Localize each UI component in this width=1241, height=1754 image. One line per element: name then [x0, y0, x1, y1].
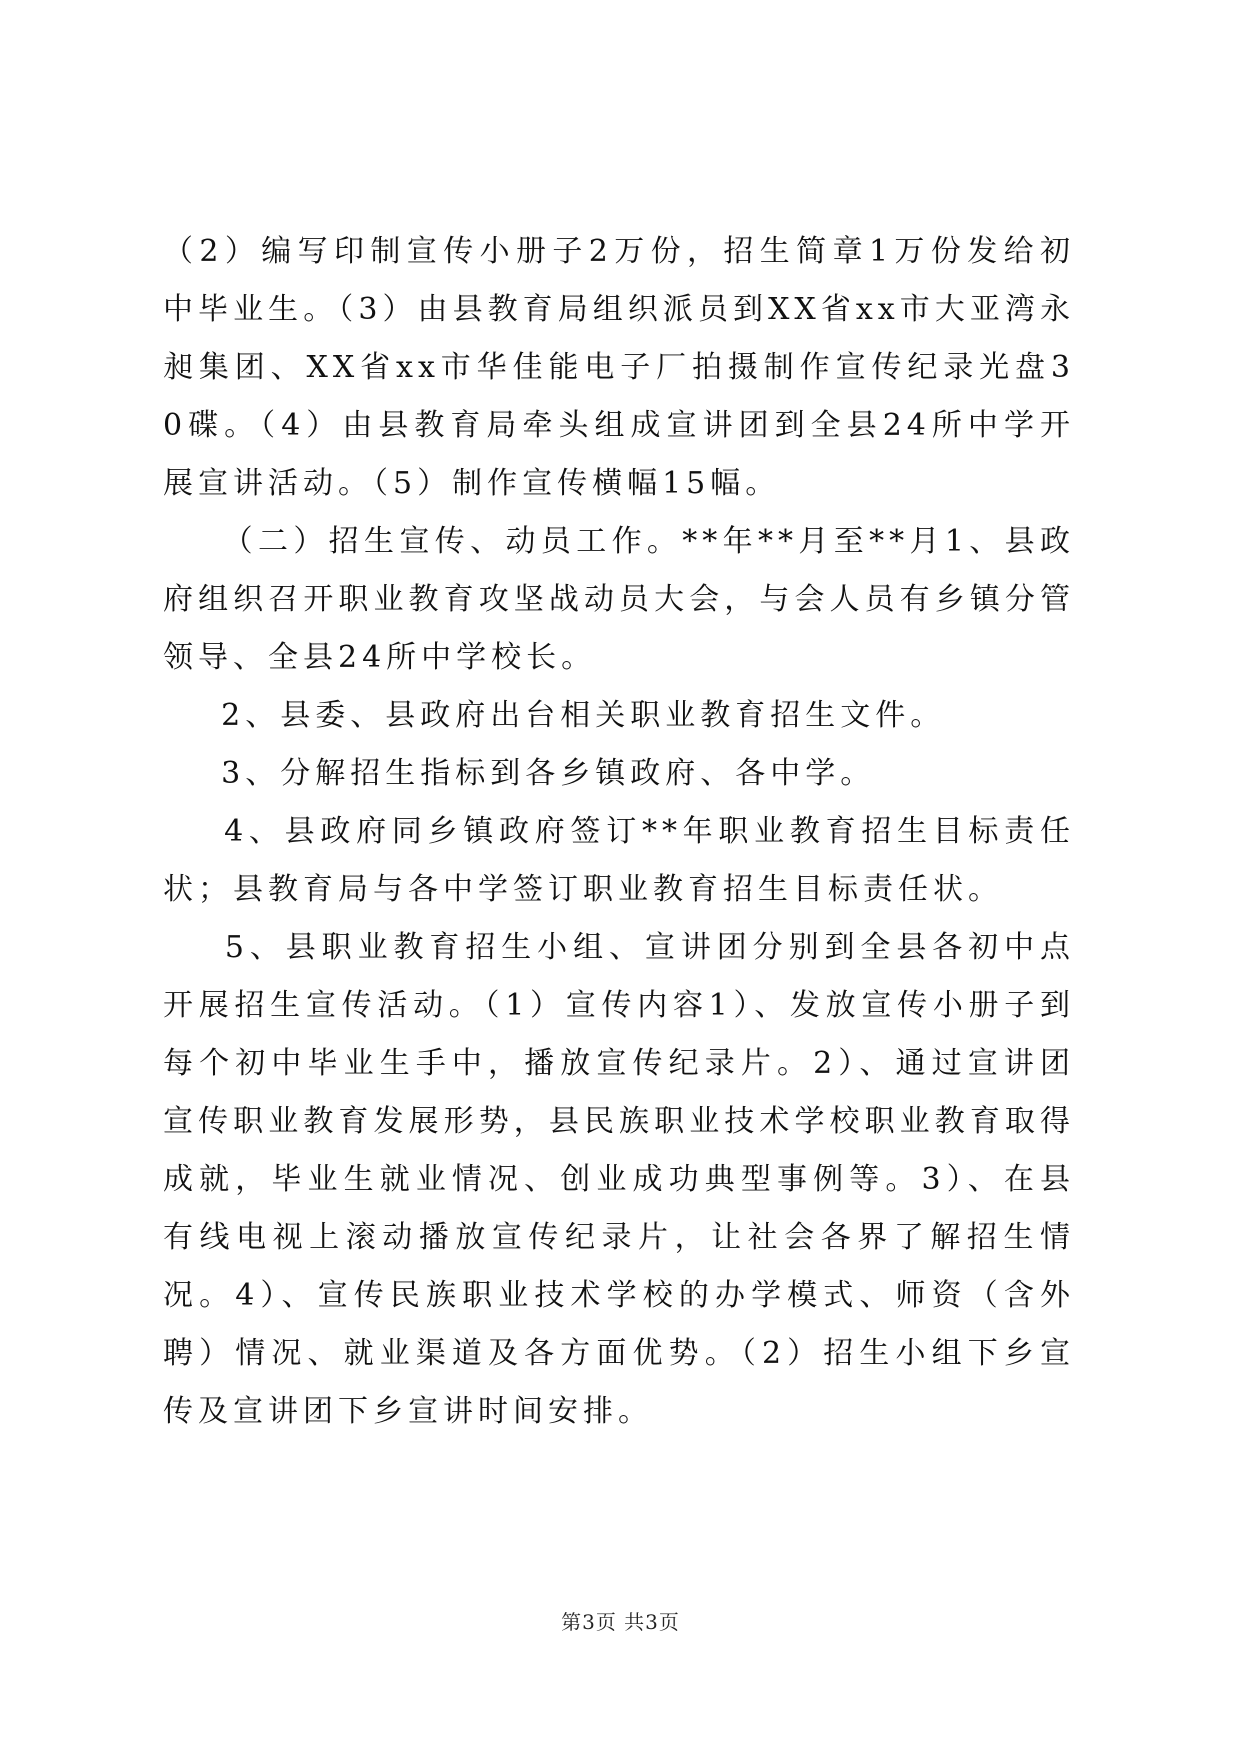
- paragraph-item-5: 5、县职业教育招生小组、宣讲团分别到全县各初中点开展招生宣传活动。（1）宣传内容1）、发放宣传小册子到每个初中毕业生手中，播放宣传纪录片。2）、通过宣讲团宣传职业教育发展形势，县民族职业技术学校职业教育取得成就，毕业生就业情况、创业成功典型事例等。3）、在县有线电视上滚动播放宣传纪录片，让社会各界了解招生情况。4）、宣传民族职业技术学校的办学模式、师资（含外聘）情况、就业渠道及各方面优势。（2）招生小组下乡宣传及宣讲团下乡宣讲时间安排。: [163, 930, 1075, 1429]
- paragraph-recruitment-mobilization: （二）招生宣传、动员工作。**年**月至**月1、县政府组织召开职业教育攻坚战动员大会，与会人员有乡镇分管领导、全县24所中学校长。: [163, 524, 1075, 675]
- paragraph-item-4: 4、县政府同乡镇政府签订**年职业教育招生目标责任状；县教育局与各中学签订职业教育招生目标责任状。: [163, 814, 1075, 907]
- paragraph-promo-materials: （2）编写印制宣传小册子2万份，招生简章1万份发给初中毕业生。（3）由县教育局组织派员到XX省xx市大亚湾永昶集团、XX省xx市华佳能电子厂拍摄制作宣传纪录光盘30碟。（4）由县教育局牵头组成宣讲团到全县24所中学开展宣讲活动。（5）制作宣传横幅15幅。: [163, 234, 1075, 501]
- paragraph-item-2: 2、县委、县政府出台相关职业教育招生文件。: [163, 698, 946, 733]
- page-number-footer: 第3页 共3页: [561, 1610, 680, 1634]
- document-body: [163, 223, 1075, 1441]
- paragraph-item-3: 3、分解招生指标到各乡镇政府、各中学。: [163, 756, 876, 791]
